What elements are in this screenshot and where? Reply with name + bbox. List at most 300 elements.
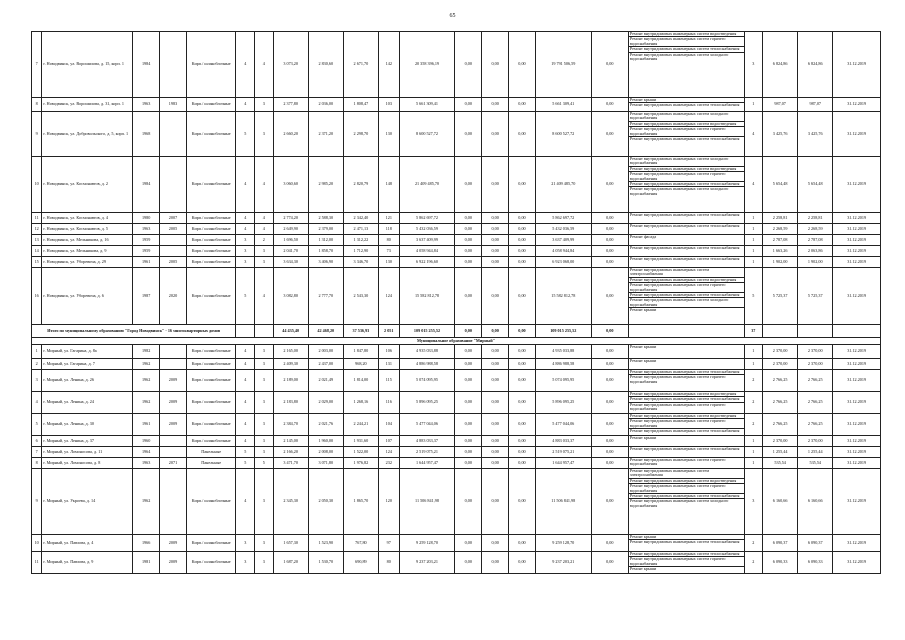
cell-fund-3: 0,00 (509, 447, 536, 458)
cell-year-built: 1980 (133, 213, 160, 224)
total-empty-cell (236, 325, 255, 338)
cell-residents: 148 (378, 157, 399, 213)
cell-works-count: 1 (744, 436, 763, 447)
cell-fund-1: 0,00 (455, 268, 482, 325)
cell-unit-cost: 5 654,48 (763, 157, 798, 213)
cell-area-private: 1 976,82 (343, 458, 378, 469)
cell-year-renovated (160, 359, 187, 370)
work-item: Ремонт крыши (629, 307, 657, 313)
cell-area-private: 1 865,70 (343, 469, 378, 535)
cell-owners-funds: 6 923 068,00 (535, 257, 591, 268)
cell-address: г. Новодвинск, ул. Мельникова, д. 9 (42, 246, 133, 257)
work-item: Ремонт внутридомовых инженерных систем теплоснабжения (629, 256, 740, 261)
cell-wall-material: Кирп./ шлакоблочные (186, 268, 236, 325)
work-item: Ремонт крыши (629, 344, 657, 349)
cell-fund-1: 0,00 (455, 552, 482, 574)
cell-works-list (628, 157, 744, 213)
cell-fund-3: 0,00 (509, 246, 536, 257)
cell-year-renovated: 2009 (160, 392, 187, 414)
cell-area-private: 2 820,79 (343, 157, 378, 213)
cell-unit-cost-limit: 2 268,59 (798, 224, 833, 235)
cell-area-private: 1 312,22 (343, 235, 378, 246)
cell-percent: 0,00 (591, 345, 628, 359)
cell-wall-material: Кирп./ шлакоблочные (186, 359, 236, 370)
cell-owners-funds: 9 237 203,21 (535, 552, 591, 574)
cell-fund-2: 0,00 (482, 112, 509, 157)
cell-row-number: 11 (32, 552, 42, 574)
cell-fund-2: 0,00 (482, 458, 509, 469)
cell-unit-cost-limit: 6 824,86 (798, 32, 833, 98)
cell-address: г. Мирный, ул. Ленина, д. 26 (42, 370, 133, 392)
table-row (32, 268, 881, 325)
cell-row-number: 8 (32, 98, 42, 112)
cell-row-number: 15 (32, 257, 42, 268)
cell-area-total: 2 041,70 (273, 246, 308, 257)
cell-area-living: 2 985,20 (308, 157, 343, 213)
cell-percent: 0,00 (591, 32, 628, 98)
cell-floors: 3 (236, 257, 255, 268)
cell-year-built: 1962 (133, 370, 160, 392)
cell-entrances: 3 (255, 436, 274, 447)
cell-unit-cost: 2 766,25 (763, 392, 798, 414)
table-row (32, 246, 881, 257)
cell-address: г. Мирный, ул. Ленина, д. 37 (42, 436, 133, 447)
cell-owners-funds: 3 637 409,99 (535, 235, 591, 246)
cell-unit-cost: 6 090,33 (763, 552, 798, 574)
cell-works-list (628, 469, 744, 535)
cell-year-built: 1984 (133, 157, 160, 213)
cell-year-renovated (160, 345, 187, 359)
cell-works-count: 1 (744, 246, 763, 257)
cell-cost-total: 4 058 944,84 (399, 246, 455, 257)
cell-fund-2: 0,00 (482, 157, 509, 213)
cell-deadline: 31.12.2019 (833, 370, 881, 392)
cell-floors: 4 (236, 359, 255, 370)
cell-percent: 0,00 (591, 414, 628, 436)
cell-owners-funds: 5 862 697,72 (535, 213, 591, 224)
cell-row-number: 7 (32, 32, 42, 98)
cell-area-total: 2 774,20 (273, 213, 308, 224)
cell-address: г. Мирный, ул. Павлова, д. 9 (42, 552, 133, 574)
cell-fund-1: 0,00 (455, 157, 482, 213)
cell-works-list (628, 414, 744, 436)
cell-works-list (628, 345, 744, 359)
cell-entrances: 3 (255, 552, 274, 574)
cell-owners-funds: 5 477 044,06 (535, 414, 591, 436)
cell-area-total: 2 409,30 (273, 359, 308, 370)
cell-cost-total: 1 644 957,47 (399, 458, 455, 469)
work-item: Ремонт внутридомовых инженерных систем холодного водоснабжения (629, 498, 729, 508)
cell-deadline: 31.12.2019 (833, 359, 881, 370)
cell-unit-cost: 3 425,76 (763, 112, 798, 157)
total-empty-cell (255, 325, 274, 338)
cell-works-list (628, 370, 744, 392)
cell-entrances: 4 (255, 224, 274, 235)
table-row (32, 458, 881, 469)
cell-address: г. Мирный, ул. Гагарина, д. 8а (42, 345, 133, 359)
total-percent: 0,00 (591, 325, 628, 338)
cell-fund-3: 0,00 (509, 32, 536, 98)
cell-year-renovated: 2009 (160, 414, 187, 436)
total-area-private: 37 536,93 (343, 325, 378, 338)
work-item: Ремонт внутридомовых инженерных систем теплоснабжения (629, 552, 744, 557)
cell-unit-cost-limit: 2 370,00 (798, 345, 833, 359)
cell-unit-cost-limit: 2 787,08 (798, 235, 833, 246)
cell-percent: 0,00 (591, 458, 628, 469)
cell-entrances: 3 (255, 392, 274, 414)
cell-year-built: 1964 (133, 447, 160, 458)
cell-cost-total: 20 358 396,19 (399, 32, 455, 98)
cell-row-number: 12 (32, 224, 42, 235)
work-item: Ремонт фасада (629, 234, 657, 239)
cell-year-renovated: 2007 (160, 213, 187, 224)
cell-deadline: 31.12.2019 (833, 98, 881, 112)
total-empty-cell (628, 325, 744, 338)
cell-fund-3: 0,00 (509, 98, 536, 112)
cell-floors: 4 (236, 469, 255, 535)
cell-deadline: 31.12.2019 (833, 213, 881, 224)
cell-area-private: 1 522,00 (343, 447, 378, 458)
cell-fund-2: 0,00 (482, 213, 509, 224)
cell-residents: 80 (378, 235, 399, 246)
work-item: Ремонт внутридомовых инженерных систем горячего водоснабжения (629, 484, 744, 494)
cell-owners-funds: 15 582 812,78 (535, 268, 591, 325)
work-item: Ремонт внутридомовых инженерных систем теплоснабжения (629, 136, 740, 142)
cell-unit-cost-limit: 2 766,25 (798, 370, 833, 392)
work-item: Ремонт крыши (629, 435, 657, 440)
cell-address: г. Новодвинск, ул. Уборевича, д. 6 (42, 268, 133, 325)
cell-cost-total: 9 259 128,70 (399, 535, 455, 552)
cell-works-count: 2 (744, 392, 763, 414)
cell-fund-2: 0,00 (482, 436, 509, 447)
cell-percent: 0,00 (591, 246, 628, 257)
cell-floors: 4 (236, 32, 255, 98)
cell-fund-1: 0,00 (455, 345, 482, 359)
cell-area-living: 2 008,00 (308, 447, 343, 458)
cell-year-built: 1963 (133, 458, 160, 469)
cell-area-private: 1 712,90 (343, 246, 378, 257)
cell-row-number: 7 (32, 447, 42, 458)
cell-residents: 118 (378, 224, 399, 235)
cell-area-living: 2 437,00 (308, 359, 343, 370)
total-section (32, 325, 881, 345)
cell-fund-3: 0,00 (509, 392, 536, 414)
cell-unit-cost-limit: 2 063,86 (798, 246, 833, 257)
cell-row-number: 14 (32, 246, 42, 257)
cell-fund-1: 0,00 (455, 235, 482, 246)
cell-unit-cost-limit: 1 902,00 (798, 257, 833, 268)
cell-unit-cost-limit: 535,54 (798, 458, 833, 469)
work-item: Ремонт внутридомовых инженерных систем водоотведения (629, 278, 744, 283)
cell-fund-2: 0,00 (482, 370, 509, 392)
cell-area-living: 1 312,00 (308, 235, 343, 246)
cell-fund-2: 0,00 (482, 447, 509, 458)
cell-floors: 4 (236, 392, 255, 414)
cell-owners-funds: 1 644 957,47 (535, 458, 591, 469)
total-empty-cell (833, 325, 881, 338)
work-item: Ремонт внутридомовых инженерных систем теплоснабжения (629, 370, 744, 375)
cell-fund-2: 0,00 (482, 246, 509, 257)
cell-works-list (628, 436, 744, 447)
cell-fund-3: 0,00 (509, 458, 536, 469)
cell-unit-cost: 6 160,66 (763, 469, 798, 535)
cell-unit-cost: 2 766,25 (763, 414, 798, 436)
cell-year-built: 1961 (133, 257, 160, 268)
cell-works-count: 2 (744, 414, 763, 436)
cell-fund-2: 0,00 (482, 392, 509, 414)
cell-residents: 232 (378, 458, 399, 469)
cell-area-private: 2 244,21 (343, 414, 378, 436)
cell-fund-2: 0,00 (482, 268, 509, 325)
cell-area-total: 3 634,30 (273, 257, 308, 268)
page-number: 65 (449, 13, 456, 19)
cell-residents: 97 (378, 535, 399, 552)
cell-fund-3: 0,00 (509, 345, 536, 359)
cell-deadline: 31.12.2019 (833, 414, 881, 436)
cell-deadline: 31.12.2019 (833, 246, 881, 257)
cell-fund-1: 0,00 (455, 458, 482, 469)
cell-owners-funds: 4 883 033,37 (535, 436, 591, 447)
cell-residents: 107 (378, 436, 399, 447)
cell-deadline: 31.12.2019 (833, 268, 881, 325)
cell-fund-2: 0,00 (482, 224, 509, 235)
table-row (32, 469, 881, 535)
work-item: Ремонт внутридомовых инженерных систем горячего водоснабжения (629, 401, 726, 412)
cell-wall-material: Кирп./ шлакоблочные (186, 469, 236, 535)
cell-floors: 4 (236, 345, 255, 359)
cell-owners-funds: 4 886 988,58 (535, 359, 591, 370)
cell-percent: 0,00 (591, 392, 628, 414)
cell-deadline: 31.12.2019 (833, 535, 881, 552)
cell-fund-1: 0,00 (455, 535, 482, 552)
cell-area-private: 968,20 (343, 359, 378, 370)
cell-address: г. Новодвинск, ул. Космонавтов, д. 2 (42, 157, 133, 213)
cell-row-number: 6 (32, 436, 42, 447)
cell-row-number: 9 (32, 469, 42, 535)
cell-fund-2: 0,00 (482, 98, 509, 112)
cell-wall-material: Кирп./ шлакоблочные (186, 157, 236, 213)
cell-area-total: 3 471,70 (273, 458, 308, 469)
cell-floors: 4 (236, 436, 255, 447)
work-item: Ремонт внутридомовых инженерных систем теплоснабжения (629, 245, 740, 250)
cell-area-total: 3 073,20 (273, 32, 308, 98)
cell-owners-funds: 21 409 485,70 (535, 157, 591, 213)
cell-area-private: 2 471,13 (343, 224, 378, 235)
table-row (32, 235, 881, 246)
cell-area-total: 1 657,30 (273, 535, 308, 552)
cell-percent: 0,00 (591, 257, 628, 268)
cell-deadline: 31.12.2019 (833, 469, 881, 535)
cell-wall-material: Кирп./ шлакоблочные (186, 436, 236, 447)
block-mirny-rows (32, 345, 881, 574)
cell-works-count: 4 (744, 112, 763, 157)
cell-residents: 116 (378, 392, 399, 414)
cell-area-living: 2 588,30 (308, 213, 343, 224)
cell-fund-3: 0,00 (509, 436, 536, 447)
cell-area-private: 767,80 (343, 535, 378, 552)
cell-residents: 124 (378, 268, 399, 325)
cell-cost-total: 4 886 988,58 (399, 359, 455, 370)
cell-works-count: 4 (744, 157, 763, 213)
cell-cost-total: 8 600 527,72 (399, 112, 455, 157)
table-row (32, 370, 881, 392)
work-item: Ремонт крыши (629, 535, 744, 540)
table-row (32, 157, 881, 213)
cell-area-total: 2 649,90 (273, 224, 308, 235)
cell-unit-cost-limit: 5 654,48 (798, 157, 833, 213)
table-row (32, 392, 881, 414)
work-item: Ремонт внутридомовых инженерных систем водоотведения (629, 167, 744, 172)
cell-percent: 0,00 (591, 224, 628, 235)
cell-fund-1: 0,00 (455, 32, 482, 98)
cell-floors: 5 (236, 458, 255, 469)
cell-entrances: 3 (255, 414, 274, 436)
cell-cost-total: 5 477 044,06 (399, 414, 455, 436)
cell-fund-1: 0,00 (455, 447, 482, 458)
cell-area-living: 2 371,20 (308, 112, 343, 157)
cell-fund-2: 0,00 (482, 414, 509, 436)
cell-address: г. Новодвинск, ул. Космонавтов, д. 4 (42, 213, 133, 224)
table-row (32, 535, 881, 552)
cell-fund-2: 0,00 (482, 552, 509, 574)
cell-fund-1: 0,00 (455, 213, 482, 224)
cell-area-living: 1 960,00 (308, 436, 343, 447)
table-row (32, 257, 881, 268)
cell-year-built: 1961 (133, 414, 160, 436)
cell-year-renovated: 2020 (160, 268, 187, 325)
cell-fund-2: 0,00 (482, 535, 509, 552)
cell-unit-cost: 5 725,37 (763, 268, 798, 325)
cell-year-renovated: 2005 (160, 224, 187, 235)
cell-year-built: 1987 (133, 268, 160, 325)
cell-cost-total: 15 582 812,78 (399, 268, 455, 325)
cell-deadline: 31.12.2019 (833, 447, 881, 458)
cell-row-number: 11 (32, 213, 42, 224)
cell-entrances: 3 (255, 246, 274, 257)
cell-fund-3: 0,00 (509, 224, 536, 235)
cell-entrances: 3 (255, 535, 274, 552)
cell-year-renovated (160, 32, 187, 98)
cell-fund-2: 0,00 (482, 345, 509, 359)
cell-unit-cost-limit: 2 766,25 (798, 414, 833, 436)
table-row (32, 552, 881, 574)
cell-year-renovated (160, 157, 187, 213)
cell-deadline: 31.12.2019 (833, 112, 881, 157)
cell-area-total: 2 377,80 (273, 98, 308, 112)
total-label: Итого по муниципальному образованию "Город Новодвинск" - 16 многоквартирных домов (32, 325, 236, 338)
cell-residents: 142 (378, 32, 399, 98)
work-item: Ремонт внутридомовых инженерных систем теплоснабжения (629, 446, 740, 451)
cell-unit-cost: 2 370,00 (763, 345, 798, 359)
cell-works-list (628, 32, 744, 98)
work-item: Ремонт внутридомовых инженерных систем холодного водоснабжения (629, 51, 729, 62)
cell-year-renovated (160, 469, 187, 535)
cell-unit-cost: 2 370,00 (763, 436, 798, 447)
cell-unit-cost: 1 902,00 (763, 257, 798, 268)
cell-works-count: 1 (744, 458, 763, 469)
cell-row-number: 5 (32, 414, 42, 436)
cell-address: г. Мирный, ул. Ленина, д. 24 (42, 392, 133, 414)
cell-unit-cost-limit: 987,07 (798, 98, 833, 112)
cell-row-number: 9 (32, 112, 42, 157)
cell-owners-funds: 9 259 128,70 (535, 535, 591, 552)
cell-fund-3: 0,00 (509, 552, 536, 574)
work-item: Ремонт внутридомовых инженерных систем водоотведения (629, 392, 744, 397)
cell-floors: 3 (236, 535, 255, 552)
cell-percent: 0,00 (591, 268, 628, 325)
total-residents: 2 051 (378, 325, 399, 338)
cell-wall-material: Кирп./ шлакоблочные (186, 235, 236, 246)
cell-address: г. Мирный, ул. Ломоносова, д. 8 (42, 458, 133, 469)
cell-percent: 0,00 (591, 436, 628, 447)
cell-fund-1: 0,00 (455, 112, 482, 157)
cell-entrances: 4 (255, 157, 274, 213)
cell-residents: 106 (378, 345, 399, 359)
cell-owners-funds: 11 506 841,98 (535, 469, 591, 535)
cell-address: г. Новодвинск, ул. Добровольского, д. 5, корп. 1 (42, 112, 133, 157)
total-empty-cell (798, 325, 833, 338)
cell-owners-funds: 8 600 527,72 (535, 112, 591, 157)
table-row (32, 345, 881, 359)
cell-works-count: 1 (744, 235, 763, 246)
work-item: Ремонт внутридомовых инженерных систем холодного водоснабжения (629, 186, 729, 196)
cell-wall-material: Кирп./ шлакоблочные (186, 112, 236, 157)
cell-area-living: 2 029,00 (308, 392, 343, 414)
cell-residents: 121 (378, 213, 399, 224)
cell-year-built: 1981 (133, 552, 160, 574)
cell-deadline: 31.12.2019 (833, 32, 881, 98)
cell-area-total: 2 189,00 (273, 370, 308, 392)
work-item: Ремонт внутридомовых инженерных систем холодного водоснабжения (629, 157, 744, 167)
cell-floors: 3 (236, 235, 255, 246)
cell-floors: 4 (236, 98, 255, 112)
cell-area-total: 2 165,00 (273, 345, 308, 359)
total-owners-funds: 109 015 255,52 (535, 325, 591, 338)
cell-deadline: 31.12.2019 (833, 235, 881, 246)
cell-area-total: 1 696,50 (273, 235, 308, 246)
cell-works-list (628, 447, 744, 458)
cell-floors: 5 (236, 112, 255, 157)
cell-entrances: 3 (255, 345, 274, 359)
cell-year-built: 1963 (133, 224, 160, 235)
cell-works-count: 3 (744, 32, 763, 98)
table-row (32, 213, 881, 224)
work-item: Ремонт внутридомовых инженерных систем горячего водоснабжения (629, 283, 744, 293)
cell-works-count: 2 (744, 535, 763, 552)
cell-entrances: 4 (255, 268, 274, 325)
cell-cost-total: 4 883 033,37 (399, 436, 455, 447)
cell-cost-total: 3 637 409,99 (399, 235, 455, 246)
cell-area-living: 2 021,76 (308, 414, 343, 436)
cell-deadline: 31.12.2019 (833, 345, 881, 359)
cell-cost-total: 5 661 309,41 (399, 98, 455, 112)
cell-fund-2: 0,00 (482, 32, 509, 98)
work-item: Ремонт крыши (629, 566, 657, 572)
table-row (32, 447, 881, 458)
cell-area-total: 2 145,00 (273, 436, 308, 447)
total-works-count: 37 (744, 325, 763, 338)
cell-row-number: 10 (32, 157, 42, 213)
total-fund-1: 0,00 (455, 325, 482, 338)
cell-year-renovated: 2009 (160, 552, 187, 574)
cell-residents: 104 (378, 414, 399, 436)
cell-unit-cost: 1 663,26 (763, 246, 798, 257)
cell-year-built: 1963 (133, 98, 160, 112)
cell-wall-material: Кирп./ шлакоблочные (186, 414, 236, 436)
cell-year-renovated (160, 246, 187, 257)
cell-percent: 0,00 (591, 535, 628, 552)
work-item: Ремонт внутридомовых инженерных систем водоотведения (629, 122, 744, 127)
